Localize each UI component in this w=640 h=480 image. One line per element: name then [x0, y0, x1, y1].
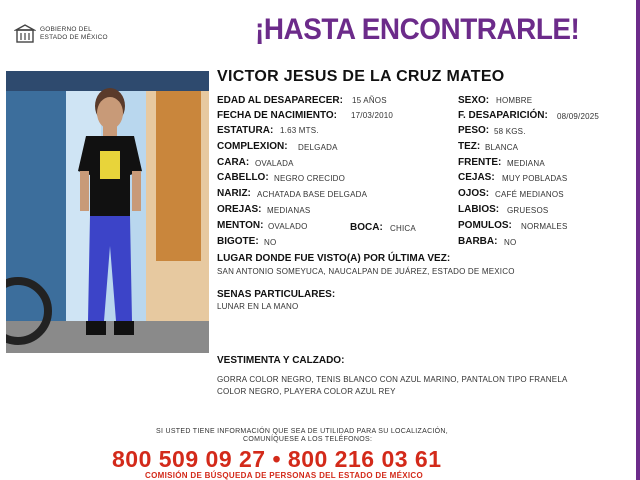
- cabello-value: NEGRO CRECIDO: [274, 174, 346, 183]
- cejas-value: MUY POBLADAS: [502, 174, 568, 183]
- missing-person-photo: [6, 71, 209, 353]
- estatura-label: ESTATURA:: [217, 125, 274, 136]
- state-emblem-icon: [14, 24, 36, 44]
- boca-label: BOCA:: [350, 222, 383, 233]
- last-seen-value: SAN ANTONIO SOMEYUCA, NAUCALPAN DE JUÁREZ, ESTADO DE MEXICO: [217, 267, 515, 276]
- fecha-desaparicion-value: 08/09/2025: [557, 112, 600, 121]
- vestimenta-label: VESTIMENTA Y CALZADO:: [217, 355, 345, 366]
- boca-value: CHICA: [390, 224, 416, 233]
- footer-info-line1: SI USTED TIENE INFORMACIÓN QUE SEA DE UTILIDAD PARA SU LOCALIZACIÓN,: [156, 428, 449, 435]
- bigote-value: NO: [264, 238, 277, 247]
- frente-value: MEDIANA: [507, 159, 545, 168]
- person-name: VICTOR JESUS DE LA CRUZ MATEO: [217, 68, 505, 85]
- menton-value: OVALADO: [268, 222, 308, 231]
- senas-label: SENAS PARTICULARES:: [217, 289, 336, 300]
- nariz-value: ACHATADA BASE DELGADA: [257, 190, 368, 199]
- government-logo: [14, 24, 124, 46]
- pomulos-value: NORMALES: [521, 222, 568, 231]
- gov-logo-line2: ESTADO DE MÉXICO: [40, 34, 108, 41]
- fecha-nacimiento-label: FECHA DE NACIMIENTO:: [217, 110, 337, 121]
- peso-value: 58 KGS.: [494, 127, 526, 136]
- hotline-phones: 800 509 09 27 • 800 216 03 61: [112, 446, 442, 472]
- barba-label: BARBA:: [458, 236, 498, 247]
- headline: ¡HASTA ENCONTRARLE!: [255, 13, 580, 46]
- commission-name: COMISIÓN DE BÚSQUEDA DE PERSONAS DEL ESTADO DE MÉXICO: [145, 471, 424, 480]
- footer-info-line2: COMUNÍQUESE A LOS TELÉFONOS:: [243, 436, 373, 443]
- orejas-value: MEDIANAS: [267, 206, 311, 215]
- labios-label: LABIOS:: [458, 204, 500, 215]
- vestimenta-line2: COLOR NEGRO, PLAYERA COLOR AZUL REY: [217, 387, 396, 396]
- estatura-value: 1.63 MTS.: [280, 126, 319, 135]
- ojos-value: CAFÉ MEDIANOS: [495, 190, 564, 199]
- last-seen-label: LUGAR DONDE FUE VISTO(A) POR ÚLTIMA VEZ:: [217, 253, 451, 264]
- sexo-value: HOMBRE: [496, 96, 533, 105]
- peso-label: PESO:: [458, 125, 490, 136]
- edad-value: 15 AÑOS: [352, 96, 387, 105]
- cabello-label: CABELLO:: [217, 172, 269, 183]
- tez-label: TEZ:: [458, 141, 481, 152]
- bigote-label: BIGOTE:: [217, 236, 259, 247]
- cejas-label: CEJAS:: [458, 172, 495, 183]
- frente-label: FRENTE:: [458, 157, 502, 168]
- cara-label: CARA:: [217, 157, 250, 168]
- vestimenta-line1: GORRA COLOR NEGRO, TENIS BLANCO CON AZUL MARINO, PANTALON TIPO FRANELA: [217, 375, 568, 384]
- edad-label: EDAD AL DESAPARECER:: [217, 95, 343, 106]
- gov-logo-line1: GOBIERNO DEL: [40, 26, 92, 33]
- pomulos-label: POMULOS:: [458, 220, 512, 231]
- ojos-label: OJOS:: [458, 188, 490, 199]
- nariz-label: NARIZ:: [217, 188, 251, 199]
- complexion-value: DELGADA: [298, 143, 338, 152]
- accent-bar: [636, 0, 640, 480]
- sexo-label: SEXO:: [458, 95, 490, 106]
- barba-value: NO: [504, 238, 517, 247]
- fecha-desaparicion-label: F. DESAPARICIÓN:: [458, 110, 548, 121]
- cara-value: OVALADA: [255, 159, 294, 168]
- menton-label: MENTON:: [217, 220, 264, 231]
- labios-value: GRUESOS: [507, 206, 549, 215]
- senas-value: LUNAR EN LA MANO: [217, 302, 299, 311]
- fecha-nacimiento-value: 17/03/2010: [351, 111, 394, 120]
- tez-value: BLANCA: [485, 143, 519, 152]
- orejas-label: OREJAS:: [217, 204, 262, 215]
- complexion-label: COMPLEXION:: [217, 141, 288, 152]
